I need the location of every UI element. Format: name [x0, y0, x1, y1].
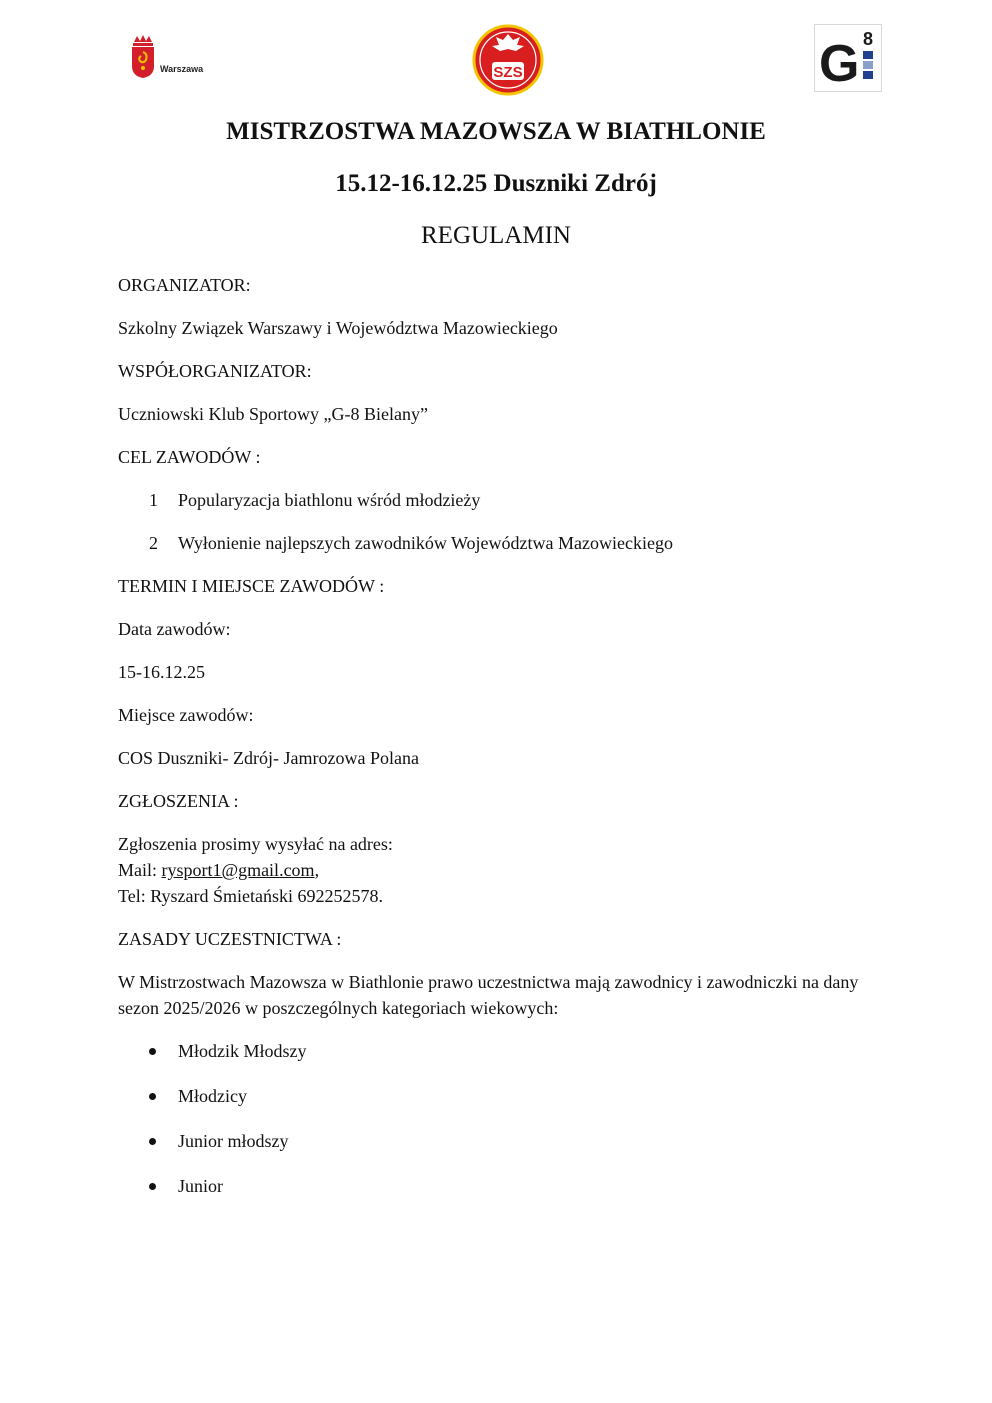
- g8-logo-letter: G: [819, 35, 860, 91]
- document-subtitle: REGULAMIN: [421, 222, 571, 249]
- entries-intro: Zgłoszenia prosimy wysyłać na adres:: [118, 834, 393, 854]
- document-title: MISTRZOSTWA MAZOWSZA W BIATHLONIE: [226, 118, 766, 145]
- g8-logo-icon: [815, 25, 881, 91]
- warszawa-logo: [130, 34, 220, 84]
- category-item: [118, 1038, 888, 1064]
- logo-row: [0, 24, 992, 96]
- event-date-location: 15.12-16.12.25 Duszniki Zdrój: [335, 170, 657, 197]
- mail-suffix: ,: [314, 860, 320, 880]
- szs-logo-text: SZS: [493, 64, 523, 81]
- mail-prefix: Mail:: [118, 860, 162, 880]
- coorganizer-heading: WSPÓŁORGANIZATOR:: [118, 361, 312, 381]
- goal-list: [118, 487, 888, 556]
- coorganizer-text: Uczniowski Klub Sportowy „G-8 Bielany”: [118, 404, 428, 424]
- document-body: [118, 272, 888, 1218]
- g8-logo: [814, 24, 882, 92]
- mail-link[interactable]: rysport1@gmail.com: [161, 860, 315, 880]
- goal-item-text: Wyłonienie najlepszych zawodników Województwa Mazowieckiego: [178, 533, 673, 553]
- warszawa-logo-text: Warszawa: [160, 64, 204, 74]
- organizer-text: Szkolny Związek Warszawy i Województwa Mazowieckiego: [118, 318, 558, 338]
- category-item: [118, 1083, 888, 1109]
- bullet-icon: [149, 1183, 156, 1190]
- g8-logo-number: 8: [863, 29, 874, 49]
- place-label: Miejsce zawodów:: [118, 705, 254, 725]
- category-label: Junior młodszy: [178, 1131, 289, 1151]
- szs-logo: [472, 24, 544, 96]
- entries-mail-line: [118, 857, 888, 883]
- category-label: Młodzicy: [178, 1086, 247, 1106]
- organizer-heading: ORGANIZATOR:: [118, 275, 251, 295]
- place-value: COS Duszniki- Zdrój- Jamrozowa Polana: [118, 748, 419, 768]
- bullet-icon: [149, 1138, 156, 1145]
- schedule-heading: TERMIN I MIEJSCE ZAWODÓW :: [118, 576, 385, 596]
- entries-contact: [118, 831, 888, 909]
- category-label: Junior: [178, 1176, 223, 1196]
- goal-heading: CEL ZAWODÓW :: [118, 447, 261, 467]
- goal-item: [118, 530, 888, 556]
- warszawa-crest-icon: [130, 34, 156, 78]
- entries-phone: Tel: Ryszard Śmietański 692252578.: [118, 886, 383, 906]
- bullet-icon: [149, 1093, 156, 1100]
- bullet-icon: [149, 1048, 156, 1055]
- goal-item-number: 2: [149, 533, 158, 553]
- category-label: Młodzik Młodszy: [178, 1041, 307, 1061]
- goal-item-number: 1: [149, 490, 158, 510]
- category-item: [118, 1128, 888, 1154]
- date-label: Data zawodów:: [118, 619, 231, 639]
- entries-heading: ZGŁOSZENIA :: [118, 791, 239, 811]
- goal-item-text: Popularyzacja biathlonu wśród młodzieży: [178, 490, 481, 510]
- participation-text: W Mistrzostwach Mazowsza w Biathlonie prawo uczestnictwa mają zawodnicy i zawodniczki na dany sezon 2025/2026 w poszczególnych kategoriach wiekowych:: [118, 972, 859, 1018]
- szs-eagle-icon: [472, 24, 544, 96]
- date-value: 15-16.12.25: [118, 662, 205, 682]
- category-list: [118, 1038, 888, 1199]
- participation-heading: ZASADY UCZESTNICTWA :: [118, 929, 342, 949]
- goal-item: [118, 487, 888, 513]
- category-item: [118, 1173, 888, 1199]
